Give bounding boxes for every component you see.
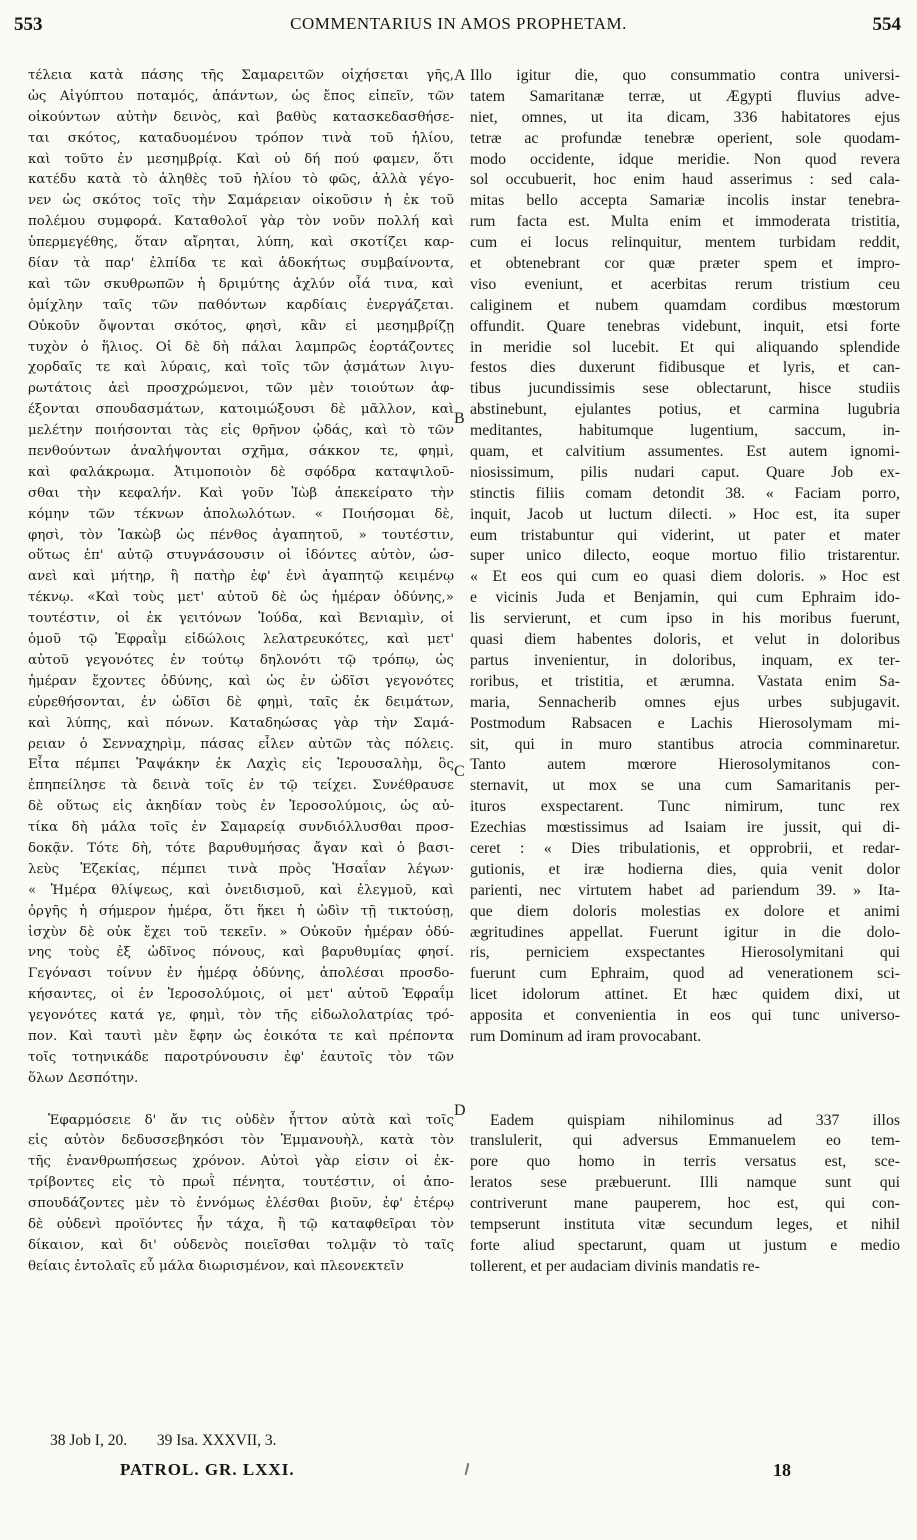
footnotes [50, 1432, 277, 1450]
latin-text-line: partus invenientur, in doloribus, inquam, ex ter- [470, 651, 900, 669]
latin-text-line: ris, perniciem exspectantes Hierosolymitani qui [470, 944, 900, 962]
greek-text-line [28, 1090, 454, 1111]
latin-text-line: fuerunt cum Ephraim, quod ad venerationem sci- [470, 965, 900, 983]
greek-text-line: τίκα δὴ μάλα τοῖς ἐν Σαμαρείᾳ συνδιόλλυσθαι προσ- [28, 820, 454, 836]
latin-text-line: stinctis filiis comam detondit 38. « Faciam porro, [470, 484, 900, 502]
latin-text-line: niet, omnes, ut ita dicam, 336 habitatores ejus [470, 108, 900, 126]
running-title: COMMENTARIUS IN AMOS PROPHETAM. [290, 14, 627, 33]
latin-text-line: quasi diem habentes doloris, et velut in doloribus [470, 631, 900, 649]
latin-text-line: tibus jucundissimis sese oblectarunt, hisce studiis [470, 380, 900, 398]
greek-text-line: δίκαιον, καὶ δι' οὐδενὸς ποιεῖσθαι τολμᾷν τὸ ταῖς [28, 1237, 454, 1253]
latin-text-line: sternavit, ut mox se una cum Samaritanis per- [470, 777, 900, 795]
latin-text-line: « Et eos qui cum eo quasi diem doloris. » Hoc est [470, 568, 900, 586]
greek-text-line: νης τοὺς ἐξ ὠδῖνος πόνους, καὶ βαρυθυμίας φησί. [28, 945, 454, 961]
latin-text-line [470, 1069, 900, 1090]
latin-text-line: tatem Samaritanæ terræ, ut Ægypti fluvius adve- [470, 87, 900, 105]
greek-text-line: ὡς Αἰγύπτου ποταμός, ἁπάντων, ὡς ἔπος εἰπεῖν, τῶν [28, 88, 454, 104]
greek-text-line: έξονται σπουδασμάτων, κατοιμώξουσι δὲ μᾶλλον, καὶ [28, 402, 454, 418]
greek-text-line: τέκνῳ. «Καὶ τοὺς μετ' αὐτοῦ δὲ ὡς ἡμέραν ὀδύνης,» [28, 590, 454, 606]
latin-text-line: tetræ ac profundæ tenebræ operient, sole quodam- [470, 129, 900, 147]
greek-text-line: δίαν τὰ παρ' ἐλπίδα τε καὶ ἀδοκήτως συμβαίνοντα, [28, 256, 454, 272]
latin-text-line: roribus, et tristitia, et ærumna. Vastata enim Sa- [470, 672, 900, 690]
latin-text-line: viso eveniunt, et acerbitas rerum tristium ceu [470, 275, 900, 293]
greek-text-line: ἐπηπείλησε τὰ δεινὰ τοῖς ἐν τῷ τείχει. Συνέθραυσε [28, 778, 454, 794]
latin-text-line: tempserunt instituta vitæ secundum leges, et nihil [470, 1215, 900, 1233]
greek-text-line: οἰκούντων αὐτὴν δεινὸς, καὶ βαθὺς κατασκεδασθήσε- [28, 109, 454, 125]
greek-text-line: γεγονότες κατά γε, φημὶ, τὸν τῆς εἰδωλολατρίας τρό- [28, 1008, 454, 1024]
footnote-38: 38 Job I, 20. [50, 1432, 128, 1449]
greek-text-line: « Ἡμέρα θλίψεως, καὶ ὀνειδισμοῦ, καὶ ἐλεγμοῦ, καὶ [28, 882, 454, 898]
latin-text-line: maria, Sennacherib omnes ejus urbes subjugavit. [470, 693, 900, 711]
greek-text-line: αὐτοῦ γεγονότες ἐν τούτῳ δηλονότι τῷ τρόπῳ, ὡς [28, 652, 454, 668]
latin-text-line: meditantes, habitumque lugentium, saccum, in- [470, 422, 900, 440]
latin-text-line: Tanto autem mœrore Hierosolymitanos con- [470, 756, 900, 774]
latin-text-line: pore quo homo in terris versatus est, sce- [470, 1153, 900, 1171]
greek-text-line: Γεγόνασι τοίνυν ἐν ἡμέρᾳ ὀδύνης, ἀπολέσαι προσδο- [28, 966, 454, 982]
latin-text-line: lis servierunt, et cum ipso in his moribus fuerunt, [470, 610, 900, 628]
margin-letter-a: A [454, 67, 466, 84]
greek-text-line: κατέδυ κατὰ τὸ ἀληθὲς τοῦ ἡλίου τὸ φῶς, ἀλλὰ γέγο- [28, 172, 454, 188]
latin-text-line: caliginem et nubem quamdam cordibus mœstorum [470, 296, 900, 314]
greek-text-line: οὕτως ἐπ' αὐτῷ στυγνάσουσιν οἱ ἰδόντες αὐτὸν, ὡσ- [28, 548, 454, 564]
greek-text-line: ὑπερμεγέθης, ὅταν αἴρηται, λύπη, καὶ σκοτίζει καρ- [28, 235, 454, 251]
greek-text-line: χορδαῖς τε καὶ λύραις, καὶ τοῖς τῶν ᾀσμάτων λιγυ- [28, 360, 454, 376]
latin-text-line: festos dies duxerunt fidibusque et lyris, et can- [470, 359, 900, 377]
greek-text-line: κήσαντες, οἱ ἐν Ἱεροσολύμοις, οἱ μετ' αὐτοῦ Ἐφραΐμ [28, 987, 454, 1003]
greek-text-line: καὶ τῶν σκυθρωπῶν ἡ δριμύτης ἀχλύν οἷά τινα, καὶ [28, 276, 454, 292]
margin-letter-b: B [454, 410, 465, 427]
greek-text-line: Οὐκοῦν ὄψονται σκότος, φησὶ, κἂν εἰ μεσημβρίζῃ [28, 318, 454, 334]
latin-text-line: forte aliud spectarunt, quam ut justum e medio [470, 1236, 900, 1254]
margin-letter-c: C [454, 763, 465, 780]
latin-text-line: offundit. Quare tenebras videbunt, inquit, etsi forte [470, 317, 900, 335]
greek-text-line: πολέμου συμφορά. Καταθολοῖ γὰρ τὸν νοῦν πολλή καὶ [28, 214, 454, 230]
latin-text-line: que diem doloris molestias ex dolore et animi [470, 902, 900, 920]
greek-text-line: Ἐφαρμόσειε δ' ἄν τις οὐδὲν ἧττον αὐτὰ καὶ τοῖς [48, 1112, 454, 1128]
greek-text-line: κόμην τῶν τέκνων ἀπολωλότων. « Ποιήσομαι δὲ, [28, 506, 454, 522]
latin-text-line: modo occidente, idque meridie. Non quod revera [470, 150, 900, 168]
greek-text-line: ρωτάτοις ἀεὶ προσχρώμενοι, τῶν μὲν τοιούτων ἀφ- [28, 381, 454, 397]
latin-text-line: quam, et calvitium assumentes. Est autem ignomi- [470, 443, 900, 461]
center-mark [465, 1463, 470, 1475]
latin-text-line: super unico dilecto, eoque mortuo filio tristarentur. [470, 547, 900, 565]
greek-text-line: ρειαν ὁ Σενναχηρὶμ, πάσας εἷλεν αὐτῶν τὰς πόλεις. [28, 736, 454, 752]
latin-text-line: eum tristabuntur qui viderint, ut pater et mater [470, 526, 900, 544]
latin-text-line: licet idolorum attinet. Et hæc quidem dixi, ut [470, 986, 900, 1004]
greek-text-line: καὶ λύπης, καὶ πόνων. Καταδηώσας γὰρ τὴν Σαμά- [28, 715, 454, 731]
latin-text-line: ægritudines appellat. Fuerunt igitur in die dolo- [470, 923, 900, 941]
latin-text-line: ceret : « Dies tribulationis, et opprobrii, et redar- [470, 839, 900, 857]
latin-text-line: Eadem quispiam nihilominus ad 337 illos [490, 1111, 900, 1129]
greek-text-line: τυχὸν ὁ ἥλιος. Οἱ δὲ δὴ πάλαι λαμπρῶς ἑορτάζοντες [28, 339, 454, 355]
latin-text-line: Ezechias mœstissimus ad Isaiam ire jussit, qui di- [470, 819, 900, 837]
latin-text-line: e vicinis Juda et Benjamin, qui cum Ephraim ido- [470, 589, 900, 607]
latin-text-line: contriverunt mane pauperem, hoc est, qui con- [470, 1195, 900, 1213]
latin-text-line [470, 1048, 900, 1069]
greek-text-line: μελέτην ποιήσονται τὰς εἰς θρῆνον ᾠδάς, καὶ τὸ τῶν [28, 423, 454, 439]
latin-text-line: inquit, Jacob ut luctum dilecti. » Hoc est, ita super [470, 505, 900, 523]
page-number-left: 553 [14, 14, 43, 35]
greek-column [28, 66, 454, 1278]
latin-text-line: apposita et convenientia in eos qui tunc universo- [470, 1007, 900, 1025]
latin-text-line: sol occubuerit, hoc enim haud asserimus : sed cala- [470, 171, 900, 189]
latin-text-line: sit, qui in muro stantibus atrocia comminaretur. [470, 735, 900, 753]
latin-text-line: leratos sese præbuerunt. Illi namque sunt qui [470, 1174, 900, 1192]
running-header [0, 8, 917, 40]
latin-text-line: rum facta est. Multa enim et immoderata tristitia, [470, 213, 900, 231]
latin-text-line: ituros exspectarent. Tunc nimirum, tunc rex [470, 798, 900, 816]
greek-text-line: φησὶ, τὸν Ἰακὼβ ὡς πένθος ἀγαπητοῦ, » τουτέστιν, [28, 527, 454, 543]
greek-text-line: εἰς αὐτὸν δεδυσσεβηκόσι τὸν Ἐμμανουὴλ, κατὰ τὸν [28, 1133, 454, 1149]
greek-text-line: δὲ οὕτως εἰς ἀκηδίαν τοὺς ἐν Ἱεροσολύμοις, ὡς αὐ- [28, 799, 454, 815]
greek-text-line: καὶ φαλάκρωμα. Ἀτιμοποιὸν δὲ σφόδρα καταψιλοῦ- [28, 464, 454, 480]
greek-text-line: ται σκότος, καταδυομένου τρόπον τινὰ τοῦ ἡλίου, [28, 130, 454, 146]
margin-letter-d: D [454, 1102, 466, 1119]
latin-text-line: abstinebunt, ejulantes potius, et carmina lugubria [470, 401, 900, 419]
latin-text-line: gutionis, et iræ hodierna dies, quia venit dolor [470, 860, 900, 878]
greek-text-line: σπουδάζοντες μὲν τὸ ἐννόμως ἑλέσθαι βιοῦν, ἐφ' ἑτέρῳ [28, 1196, 454, 1212]
greek-text-line: ἡμέραν ἔχοντες ὀδύνης, καὶ ὡς ἐν ὠδῖσι γεγονότες [28, 673, 454, 689]
greek-text-line: ἰσχὺν δὲ οὐκ ἔχει τοῦ τεκεῖν. » Οὐκοῦν ἡμέραν ὀδύ- [28, 924, 454, 940]
greek-text-line: ὁμοῦ τῷ Ἐφραῒμ εἰδώλοις λελατρευκότες, καὶ μετ' [28, 632, 454, 648]
patrol-signature: PATROL. GR. LXXI. [120, 1460, 295, 1479]
latin-text-line: niosissimum, pilis nudari caput. Quare Job ex- [470, 463, 900, 481]
footnote-39: 39 Isa. XXXVII, 3. [156, 1432, 277, 1449]
greek-text-line: καὶ τοῦτο ἐν μεσημβρίᾳ. Καὶ οὐ δή πού φαμεν, ὅτι [28, 151, 454, 167]
latin-text-line: tollerent, et per audaciam divinis mandatis re- [470, 1257, 760, 1275]
greek-text-line: τουτέστιν, οἱ ἐκ γειτόνων Ἰούδα, καὶ Βενιαμὶν, οἱ [28, 611, 454, 627]
greek-text-line: ὁμίχλην ταῖς τῶν παθόντων καρδίαις ἐνεργάζεται. [28, 297, 454, 313]
latin-text-line: et obtenebrant cor quæ præter spem et impro- [470, 255, 900, 273]
greek-text-line: Εἶτα πέμπει Ῥαψάκην ἐκ Λαχὶς εἰς Ἱερουσαλὴμ, ὃς [28, 757, 454, 773]
greek-text-line: νεν ὡς σκότος τοῖς τὴν Σαμάρειαν οἰκοῦσιν ἡ ἐκ τοῦ [28, 193, 454, 209]
greek-text-line: ὅλων Δεσπότην. [28, 1070, 139, 1086]
latin-text-line: rum Dominum ad iram provocabant. [470, 1027, 702, 1045]
greek-text-line: τῆς ἐνανθρωπήσεως χρόνον. Αὐτοὶ γὰρ εἰσιν οἱ ἐκ- [28, 1154, 454, 1170]
greek-text-line: τέλεια κατὰ πάσης τῆς Σαμαρειτῶν οἰχήσεται γῆς, [28, 68, 454, 83]
greek-text-line: ανεὶ καὶ μήτηρ, ἢ πατὴρ ἐφ' ἑνὶ ἀγαπητῷ κειμένῳ [28, 569, 454, 585]
greek-text-line: τρίβοντες εἰς τὸ πρωῒ πένητα, τουτέστιν, οἱ ἀπο- [28, 1175, 454, 1191]
latin-text-line: translulerit, qui adversus Emmanuelem eo tem- [470, 1132, 900, 1150]
latin-text-line: Postmodum Rabsacen e Lachis Hierosolymam mi- [470, 714, 900, 732]
greek-text-line: τοῖς τοτηνικάδε παροτρύνουσιν ἐφ' ἑαυτοῖς τὸν τῶν [28, 1049, 454, 1065]
greek-text-line: εὑρεθήσονται, ἐν ὠδῖσι δὲ φημὶ, ταῖς ἐκ δειμάτων, [28, 694, 454, 710]
greek-text-line: ὀργῆς ἡ σήμερον ἡμέρα, ὅτι ἥκει ἡ ὠδὶν τῇ τικτούσῃ, [28, 903, 454, 919]
greek-text-line: πον. Καὶ ταυτὶ μὲν ἔφην ὡς ἐοικότα τε καὶ πρέποντα [28, 1028, 454, 1044]
latin-text-line: parienti, nec virtutem habet ad pariendum 39. » Ita- [470, 881, 900, 899]
greek-text-line: σθαι τὴν κεφαλήν. Καὶ γοῦν Ἰὼβ ἀπεκείρατο τὴν [28, 485, 454, 501]
greek-text-line: λεὺς Ἐζεκίας, πέμπει τινὰ πρὸς Ἡσαΐαν λέγων· [28, 861, 454, 877]
latin-column [470, 66, 900, 1278]
page-number-right: 554 [872, 14, 901, 35]
latin-text-line [470, 1090, 900, 1111]
latin-text-line: in meridie sol lucebit. Et qui aliquando splendide [470, 338, 900, 356]
greek-text-line: θείαις ἐντολαῖς εὖ μάλα διωρισμένον, καὶ πλεονεκτεῖν [28, 1258, 404, 1274]
latin-text-line: mitas bello accepta Samariæ incolis instar tenebra- [470, 192, 900, 210]
greek-text-line: δοκᾷν. Τότε δὴ, τότε βαρυθυμήσας ἄγαν καὶ ὁ βασι- [28, 840, 454, 856]
latin-text-line: cum ei locus relinquitur, mentem turbidam reddit, [470, 234, 900, 252]
greek-text-line: δὲ οὐδενὶ προϊόντες ἦν τάχα, ἢ τῷ καταφθεῖραι τὸν [28, 1216, 454, 1232]
latin-text-line: Illo igitur die, quo consummatio contra universi- [470, 67, 900, 84]
gathering-signature: 18 [773, 1460, 791, 1480]
greek-text-line: πενθούντων ἀναλήψονται σχῆμα, σάκκον τε, φημὶ, [28, 444, 454, 460]
